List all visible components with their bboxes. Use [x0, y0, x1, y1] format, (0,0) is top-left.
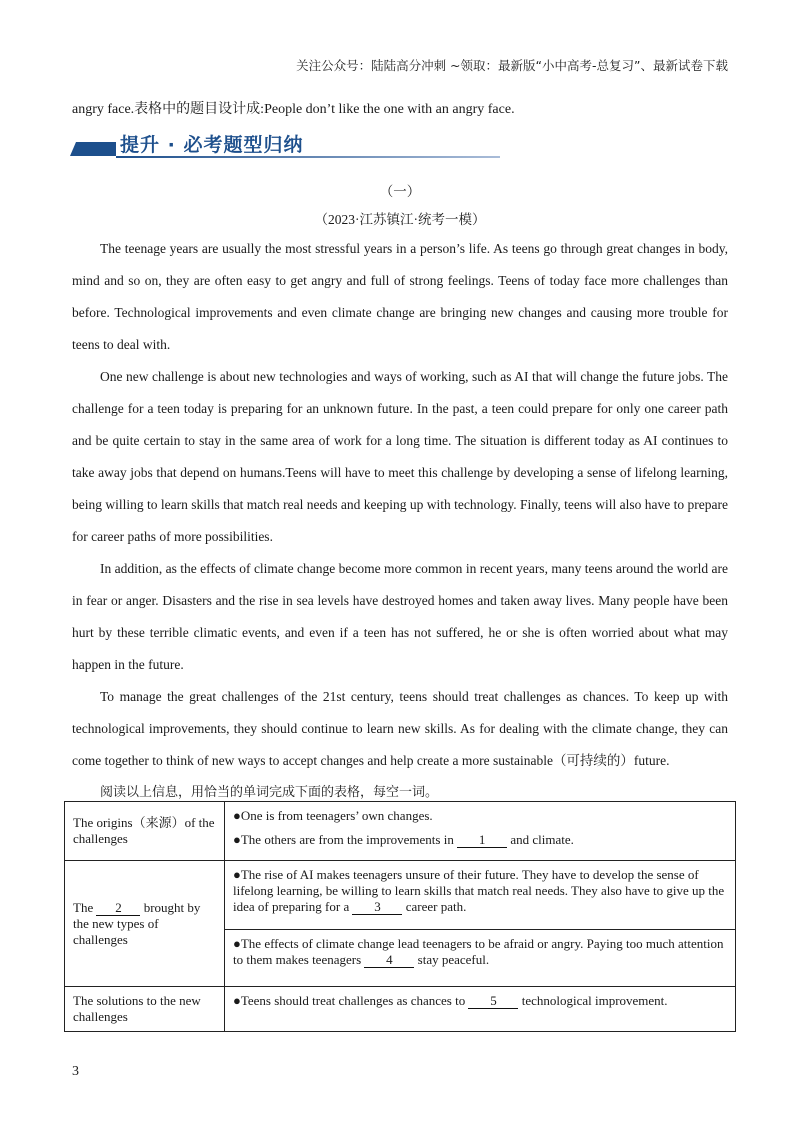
origins-item-2	[233, 832, 727, 848]
solutions-content	[225, 987, 736, 1032]
item-text: technological improvement.	[518, 993, 668, 1008]
solutions-label: The solutions to the new challenges	[65, 987, 225, 1032]
passage-paragraph: To manage the great challenges of the 21st century, teens should treat challenges as chances. To keep up with technological improvements, they should continue to learn new skills. As for dealing with the climate change, they can come together to think of new ways to accept changes and help create a more sustainable（可持续的）future.	[72, 689, 728, 768]
item-text: career path.	[402, 899, 467, 914]
item-text: ●Teens should treat challenges as chances to	[233, 993, 469, 1008]
carried-over-text: angry face.表格中的题目设计成:People don’t like the one with an angry face.	[72, 102, 515, 117]
item-text: ●The others are from the improvements in	[233, 832, 458, 847]
table-row-solutions	[65, 987, 736, 1032]
section-title: 提升 · 必考题型归纳	[120, 134, 304, 156]
exercise-number: （一）	[379, 184, 421, 199]
label-text: brought by the new types of challenges	[73, 899, 201, 947]
passage-paragraph: In addition, as the effects of climate change become more common in recent years, many teens around the world are in fear or anger. Disasters and the rise in sea levels have destroyed homes and taken away lives. Many people have been hurt by these terrible climatic events, and even if a teen has not suffered, he or she is often worried about what may happen in the future.	[72, 561, 728, 672]
item-text: ●The rise of AI makes teenagers unsure of their future. They have to develop the sense of lifelong learning, be willing to learn skills that match real needs. They also have to give up the idea of preparing for a	[233, 867, 725, 914]
origins-item-1: ●One is from teenagers’ own changes.	[233, 808, 433, 823]
answer-table	[64, 801, 736, 1032]
header-promo-note: 关注公众号：陆陆高分冲刺 ~领取：最新版“小中高考-总复习”、最新试卷下载	[296, 58, 728, 73]
item-text: ●The effects of climate change lead teenagers to be afraid or angry. Paying too much attention to them makes teenagers	[233, 936, 724, 967]
blank-2[interactable]: 2	[96, 901, 140, 916]
label-text: The	[73, 899, 97, 915]
banner-accent-bar	[76, 142, 116, 156]
exercise-source: （2023·江苏镇江·统考一模）	[314, 212, 486, 227]
passage-paragraph: The teenage years are usually the most stressful years in a person’s life. As teens go through great changes in body, mind and so on, they are often easy to get angry and full of strong feelings. Teens of today face more challenges than before. Technological improvements and even climate change are bringing new changes and causing more trouble for teens to deal with.	[72, 241, 728, 352]
origins-label: The origins（来源）of the challenges	[65, 802, 225, 861]
problems-ai-content	[225, 861, 736, 930]
item-text: and climate.	[507, 832, 574, 847]
task-instruction: 阅读以上信息，用恰当的单词完成下面的表格，每空一词。	[100, 785, 439, 800]
reading-passage	[72, 233, 728, 809]
blank-1[interactable]: 1	[457, 833, 507, 848]
table-row-problems	[65, 861, 736, 930]
blank-3[interactable]: 3	[352, 900, 402, 915]
blank-4[interactable]: 4	[364, 953, 414, 968]
passage-paragraph: One new challenge is about new technologies and ways of working, such as AI that will change the future jobs. The challenge for a teen today is preparing for an unknown future. In the past, a teen could prepare for only one career path and be quite certain to stay in the same area of work for a long time. The situation is different today as AI continues to take away jobs that depend on humans.Teens will have to meet this challenge by developing a sense of lifelong learning, being willing to learn skills that match real needs and keeping up with technology. Finally, teens will also have to prepare for career paths of more possibilities.	[72, 369, 728, 544]
problems-label	[65, 861, 225, 987]
page-number: 3	[72, 1064, 79, 1079]
problems-climate-content	[225, 930, 736, 987]
table-row-origins	[65, 802, 736, 861]
item-text: stay peaceful.	[414, 952, 490, 967]
blank-5[interactable]: 5	[468, 994, 518, 1009]
origins-content	[225, 802, 736, 861]
banner-underline	[116, 156, 500, 158]
section-banner	[72, 130, 500, 160]
